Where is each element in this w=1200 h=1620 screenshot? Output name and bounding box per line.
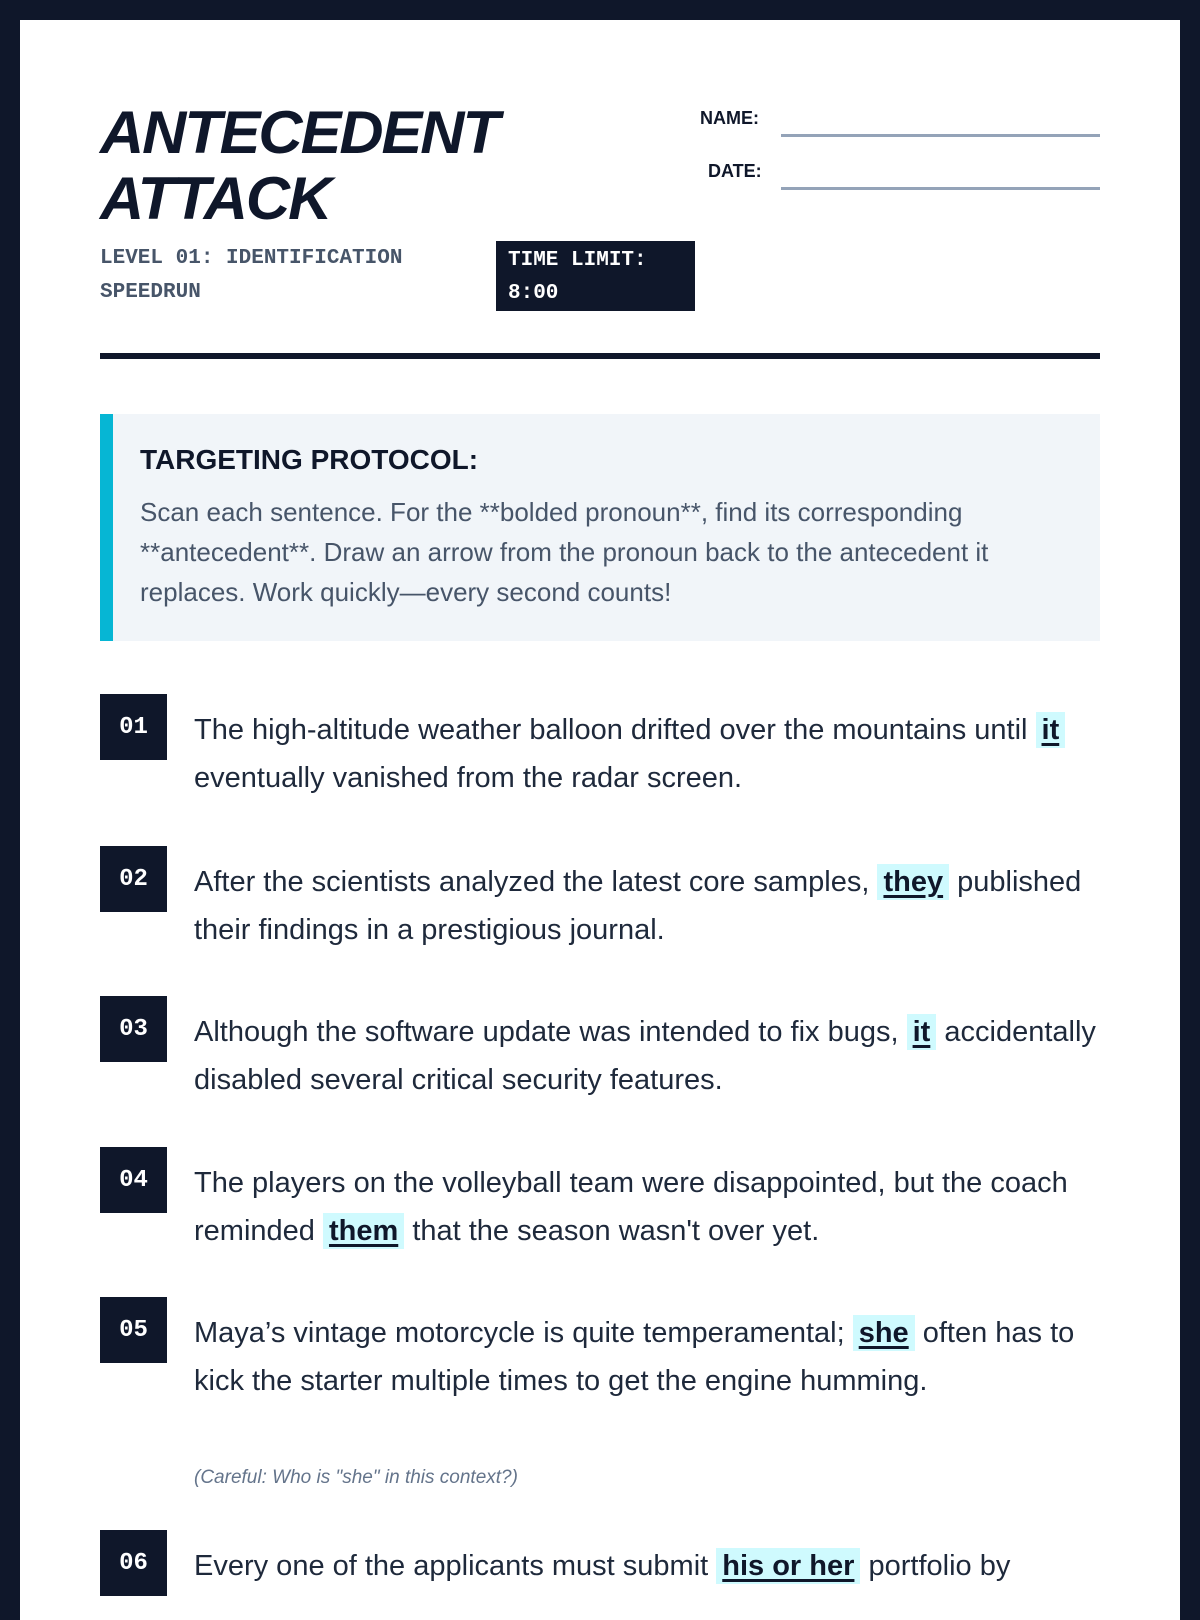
sentence-text: Maya’s vintage motorcycle is quite temperamental; [194, 1317, 853, 1349]
target-pronoun[interactable]: she [853, 1315, 915, 1351]
question-sentence [194, 1309, 1104, 1405]
target-pronoun[interactable]: his or her [716, 1548, 860, 1584]
question-number: 05 [100, 1297, 167, 1363]
question-number: 03 [100, 996, 167, 1062]
target-pronoun[interactable]: they [877, 864, 949, 900]
sentence-text: that the season wasn't over yet. [404, 1215, 820, 1247]
sentence-text: After the scientists analyzed the latest core samples, [194, 866, 878, 898]
sentence-text: portfolio by [860, 1550, 1011, 1582]
worksheet-title [100, 100, 620, 232]
level-subtitle: LEVEL 01: IDENTIFICATION SPEEDRUN [100, 247, 403, 304]
targeting-protocol-box [100, 414, 1100, 641]
question-sentence [194, 858, 1104, 954]
sentence-text: accidentally disabled several critical security features. [194, 1016, 1096, 1096]
sentence-text: The players on the volleyball team were disappointed, but the coach reminded [194, 1167, 1068, 1247]
question-sentence [194, 706, 1104, 802]
sentence-text: The high-altitude weather balloon drifted over the mountains until [194, 714, 1036, 746]
time-limit-badge: TIME LIMIT: 8:00 [496, 241, 695, 311]
worksheet [20, 20, 1180, 1620]
sentence-text: often has to kick the starter multiple times to get the engine humming. [194, 1317, 1075, 1397]
protocol-instructions: Scan each sentence. For the **bolded pronoun**, find its corresponding **antecedent**. Draw an arrow from the pronoun back to the antecedent it replaces. Work quickly—every second counts! [140, 497, 989, 607]
sentence-text: published their findings in a prestigious journal. [194, 866, 1082, 946]
hint-note: (Careful: Who is "she" in this context?) [194, 1467, 518, 1488]
title-line-2: ATTACK [100, 165, 331, 232]
question-sentence [194, 1542, 1104, 1590]
target-pronoun[interactable]: it [1036, 712, 1066, 748]
name-label: NAME: [700, 108, 759, 128]
question-number: 06 [100, 1530, 167, 1596]
name-field[interactable] [781, 134, 1100, 137]
target-pronoun[interactable]: it [907, 1014, 937, 1050]
sentence-text: eventually vanished from the radar screen. [194, 762, 743, 794]
question-number: 01 [100, 694, 167, 760]
sentence-text: Although the software update was intended to fix bugs, [194, 1016, 907, 1048]
question-number: 02 [100, 846, 167, 912]
header-divider [100, 353, 1100, 359]
question-sentence [194, 1159, 1104, 1255]
question-sentence [194, 1008, 1104, 1104]
protocol-heading: TARGETING PROTOCOL: [140, 444, 479, 475]
target-pronoun[interactable]: them [323, 1213, 404, 1249]
question-number: 04 [100, 1147, 167, 1213]
title-line-1: ANTECEDENT [100, 99, 498, 166]
date-label: DATE: [708, 161, 762, 181]
date-field[interactable] [781, 187, 1100, 190]
sentence-text: Every one of the applicants must submit [194, 1550, 717, 1582]
